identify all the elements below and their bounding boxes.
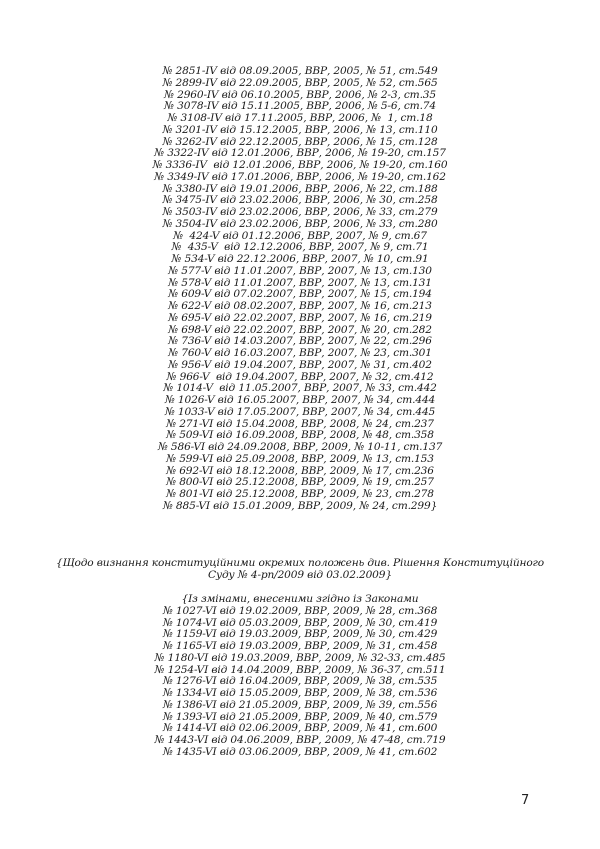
amendment-line: № 1276-VI від 16.04.2009, ВВР, 2009, № 38, ст.535 xyxy=(162,675,438,688)
amendment-line: № 1026-V від 16.05.2007, ВВР, 2007, № 34, ст.444 xyxy=(164,394,436,406)
amendment-line: № 599-VI від 25.09.2008, ВВР, 2009, № 13, ст.153 xyxy=(166,452,434,465)
amendment-line: № 1165-VI від 19.03.2009, ВВР, 2009, № 31, ст.458 xyxy=(162,640,438,652)
amendment-line: № 3475-IV від 23.02.2006, ВВР, 2006, № 30, ст.258 xyxy=(162,194,438,207)
amendment-line: {Із змінами, внесеними згідно із Законами xyxy=(181,593,419,605)
page-number: 7 xyxy=(521,793,530,808)
amendment-line: № 435-V від 12.12.2006, ВВР, 2007, № 9, ст.71 xyxy=(171,241,429,254)
amendments-list-1 xyxy=(0,66,600,513)
amendment-line: № 966-V від 19.04.2007, ВВР, 2007, № 32, ст.412 xyxy=(166,370,434,383)
amendment-line: № 1033-V від 17.05.2007, ВВР, 2007, № 34, ст.445 xyxy=(164,405,436,418)
amendment-line: № 800-VI від 25.12.2008, ВВР, 2009, № 19, ст.257 xyxy=(166,476,434,489)
amendment-line: № 586-VI від 24.09.2008, ВВР, 2009, № 10-11, ст.137 xyxy=(157,441,443,453)
amendment-line: № 3336-IV від 12.01.2006, ВВР, 2006, № 19-20, ст.160 xyxy=(152,159,448,171)
amendment-line: № 1393-VI від 21.05.2009, ВВР, 2009, № 40, ст.579 xyxy=(162,710,438,723)
note-line: {Щодо визнання конституційними окремих положень див. Рішення Конституційного xyxy=(55,557,544,569)
amendment-line: № 3108-IV від 17.11.2005, ВВР, 2006, № 1, ст.18 xyxy=(167,112,433,124)
amendment-line: № 424-V від 01.12.2006, ВВР, 2007, № 9, ст.67 xyxy=(173,229,427,242)
note-line: Суду № 4-рп/2009 від 03.02.2009} xyxy=(208,568,392,581)
amendment-line: № 509-VI від 16.09.2008, ВВР, 2008, № 48, ст.358 xyxy=(166,429,434,442)
amendment-line: № 692-VI від 18.12.2008, ВВР, 2009, № 17, ст.236 xyxy=(166,464,434,477)
amendment-line: № 3201-IV від 15.12.2005, ВВР, 2006, № 13, ст.110 xyxy=(162,123,438,136)
amendment-line: № 2960-IV від 06.10.2005, ВВР, 2006, № 2-3, ст.35 xyxy=(164,88,436,101)
amendment-line: № 1443-VI від 04.06.2009, ВВР, 2009, № 47-48, ст.719 xyxy=(154,734,446,746)
amendment-line: № 3349-IV від 17.01.2006, ВВР, 2006, № 19-20, ст.162 xyxy=(154,170,446,183)
amendment-line: № 698-V від 22.02.2007, ВВР, 2007, № 20, ст.282 xyxy=(168,323,432,336)
amendment-line: № 3503-IV від 23.02.2006, ВВР, 2006, № 33, ст.279 xyxy=(162,206,438,218)
amendment-line: № 271-VI від 15.04.2008, ВВР, 2008, № 24, ст.237 xyxy=(166,417,434,430)
amendment-line: № 577-V від 11.01.2007, ВВР, 2007, № 13, ст.130 xyxy=(168,264,432,277)
amendment-line: № 3380-IV від 19.01.2006, ВВР, 2006, № 22, ст.188 xyxy=(162,182,438,195)
amendment-line: № 885-VI від 15.01.2009, ВВР, 2009, № 24, ст.299} xyxy=(162,499,438,512)
amendment-line: № 1159-VI від 19.03.2009, ВВР, 2009, № 30, ст.429 xyxy=(162,628,438,641)
amendment-line: № 1414-VI від 02.06.2009, ВВР, 2009, № 41, ст.600 xyxy=(162,722,438,735)
amendment-line: № 1180-VI від 19.03.2009, ВВР, 2009, № 32-33, ст.485 xyxy=(154,651,446,664)
amendment-line: № 736-V від 14.03.2007, ВВР, 2007, № 22, ст.296 xyxy=(168,335,432,348)
amendment-line: № 578-V від 11.01.2007, ВВР, 2007, № 13, ст.131 xyxy=(168,276,432,289)
amendment-line: № 2899-IV від 22.09.2005, ВВР, 2005, № 52, ст.565 xyxy=(162,76,438,89)
amendment-line: № 1435-VI від 03.06.2009, ВВР, 2009, № 41, ст.602 xyxy=(162,745,438,758)
amendment-line: № 1014-V від 11.05.2007, ВВР, 2007, № 33, ст.442 xyxy=(163,382,437,395)
amendment-line: № 609-V від 07.02.2007, ВВР, 2007, № 15, ст.194 xyxy=(168,288,432,301)
amendment-line: № 3322-IV від 12.01.2006, ВВР, 2006, № 19-20, ст.157 xyxy=(154,147,446,160)
amendments-list-2 xyxy=(0,594,600,759)
amendment-line: № 622-V від 08.02.2007, ВВР, 2007, № 16, ст.213 xyxy=(168,300,432,312)
amendment-line: № 801-VI від 25.12.2008, ВВР, 2009, № 23, ст.278 xyxy=(166,488,434,500)
amendment-line: № 2851-IV від 08.09.2005, ВВР, 2005, № 51, ст.549 xyxy=(162,65,438,77)
amendment-line: № 3504-IV від 23.02.2006, ВВР, 2006, № 33, ст.280 xyxy=(162,217,438,230)
constitutional-court-note xyxy=(0,558,600,582)
amendment-line: № 1334-VI від 15.05.2009, ВВР, 2009, № 38, ст.536 xyxy=(162,687,438,699)
amendment-line: № 534-V від 22.12.2006, ВВР, 2007, № 10, ст.91 xyxy=(171,253,429,265)
amendment-line: № 1027-VI від 19.02.2009, ВВР, 2009, № 28, ст.368 xyxy=(162,604,438,617)
amendment-line: № 1254-VI від 14.04.2009, ВВР, 2009, № 36-37, ст.511 xyxy=(154,663,446,676)
amendment-line: № 695-V від 22.02.2007, ВВР, 2007, № 16, ст.219 xyxy=(168,311,432,324)
amendment-line: № 3262-IV від 22.12.2005, ВВР, 2006, № 15, ст.128 xyxy=(162,135,438,148)
amendment-line: № 1386-VI від 21.05.2009, ВВР, 2009, № 39, ст.556 xyxy=(162,698,438,711)
amendment-line: № 956-V від 19.04.2007, ВВР, 2007, № 31, ст.402 xyxy=(168,358,432,371)
amendment-line: № 3078-IV від 15.11.2005, ВВР, 2006, № 5-6, ст.74 xyxy=(164,100,436,113)
amendment-line: № 760-V від 16.03.2007, ВВР, 2007, № 23, ст.301 xyxy=(168,347,432,359)
amendment-line: № 1074-VI від 05.03.2009, ВВР, 2009, № 30, ст.419 xyxy=(162,616,438,629)
